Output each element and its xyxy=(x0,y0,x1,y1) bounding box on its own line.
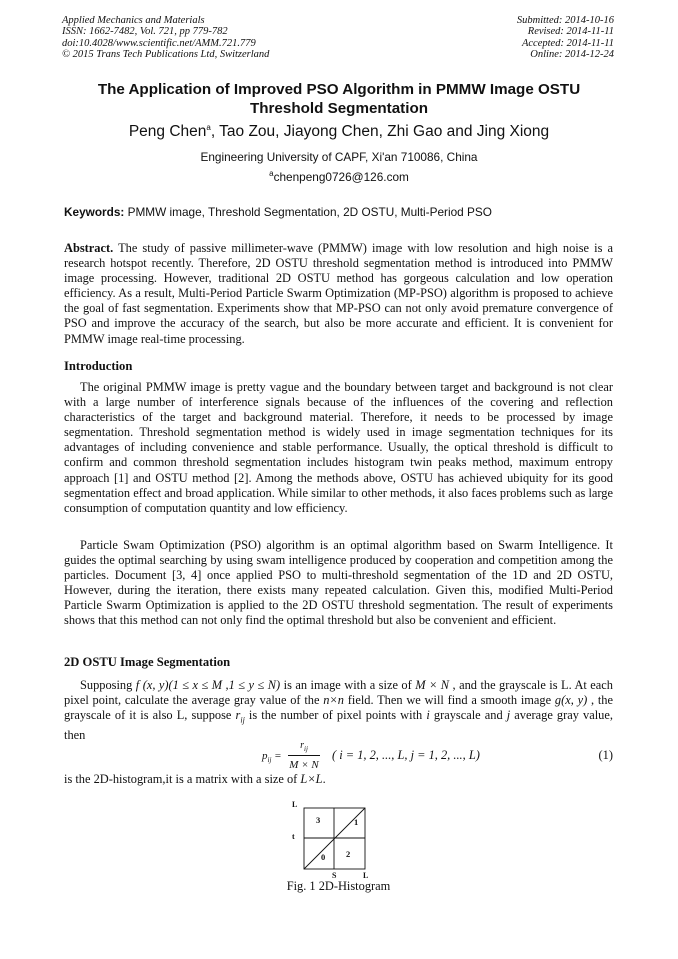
s2-text-4: field. Then we will find a smooth image xyxy=(344,693,555,708)
s2-text-1: Supposing xyxy=(80,678,136,692)
submitted-date: Submitted: 2014-10-16 xyxy=(516,15,614,26)
keywords-label: Keywords: xyxy=(64,205,125,219)
abstract-label: Abstract. xyxy=(64,241,114,255)
keywords xyxy=(64,205,616,220)
after-eq-period: . xyxy=(322,772,326,786)
journal-header xyxy=(62,15,269,61)
s2-text-8: average gray value, then xyxy=(64,708,613,742)
equation-1 xyxy=(64,740,613,776)
eq-fraction-bar xyxy=(288,755,320,756)
online-date: Online: 2014-12-24 xyxy=(530,49,614,61)
eq-lhs-sub: ij xyxy=(267,756,272,765)
math-size: M × N xyxy=(415,678,450,692)
after-eq-text: is the 2D-histogram,it is a matrix with a size of xyxy=(64,772,301,786)
axis-label-bottom-l: L xyxy=(363,871,369,880)
title-line-1: The Application of Improved PSO Algorithm in PMMW Image OSTU xyxy=(97,81,581,98)
eq-lhs-p: p xyxy=(262,750,268,762)
author-list xyxy=(62,122,616,142)
abstract-text: The study of passive millimeter-wave (PMMW) image with low resolution and high noise is a research hotspot recently. Therefore, 2D OSTU threshold segmentation method is introduced into PMMW image processing. However, traditional 2D OSTU method has gorgeous calculation and low operation efficiency. As a result, Multi-Period Particle Swarm Optimization (MP-PSO) algorithm is proposed to achieve the goal of fast segmentation. Experiments show that MP-PSO can not only avoid premature convergence of PSO and improve the accuracy of the search, but also be more accurate and efficient. It is convenient for PMMW image real-time processing. xyxy=(64,241,613,346)
paper-title xyxy=(62,80,616,118)
first-author: Peng Chen xyxy=(128,123,207,140)
math-lxl: L×L xyxy=(300,772,323,786)
email-address: chenpeng0726@126.com xyxy=(273,170,409,184)
math-r: r xyxy=(235,708,241,723)
math-rij xyxy=(235,708,245,725)
math-field: n×n xyxy=(323,693,344,708)
s2-text-7: grayscale and xyxy=(429,708,507,723)
region-label-1: 1 xyxy=(354,817,359,827)
title-line-2: Threshold Segmentation xyxy=(249,100,429,117)
intro-paragraph-1: The original PMMW image is pretty vague and the boundary between target and background is not clear with a large number of interference signals because of the influences of the covering and reflection characteristics of the target and background material. Therefore, it needs to be processed by image segmentation. Threshold segmentation method is widely used in image segmentation techniques for its advantages of including convenience and stable performance. Usually, the optical threshold is difficult to confirm and common threshold segmentation includes histogram twin peaks method, maximum entropy approach [1] and OSTU method [2]. Among the methods above, OSTU has achieved ubiquity for its good segmentation effect and broad application. While similar to other methods, it also faces problems such as large consumption of computation quantity and low efficiency. xyxy=(64,380,613,515)
math-rij-sub: ij xyxy=(240,715,245,725)
region-label-0: 0 xyxy=(321,852,326,862)
eq-range: ( i = 1, 2, ..., L, j = 1, 2, ..., L) xyxy=(332,748,480,762)
axis-label-top-l: L xyxy=(292,800,298,809)
region-label-2: 2 xyxy=(346,849,351,859)
eq-number: (1) xyxy=(598,748,613,762)
s2-text-2: is an image with a size of xyxy=(280,678,416,692)
dates-header xyxy=(517,15,614,61)
s2-text-6: is the number of pixel points with xyxy=(244,708,427,723)
math-j: j xyxy=(506,708,511,723)
copyright-line: © 2015 Trans Tech Publications Ltd, Switzerland xyxy=(62,49,270,61)
intro-paragraph-2: Particle Swam Optimization (PSO) algorithm is an optimal algorithm based on Swarm Intelligence. It guides the optimal searching by using swam intelligence produced by cooperation and competition among the particles. Document [3, 4] once applied PSO to multi-threshold segmentation of the 1D and 2D OSTU, However, during the iteration, there exists many repeated calculation. Given this, modified Multi-Period Particle Swarm Optimization is applied to the 2D OSTU threshold segmentation. The result of experiments shows that this method can not only find the optimal threshold but also be convenient and efficient. xyxy=(64,538,613,628)
accepted-date: Accepted: 2014-11-11 xyxy=(521,37,614,49)
math-smooth-image: g(x, y) xyxy=(554,693,588,708)
figure-caption: Fig. 1 2D-Histogram xyxy=(286,879,391,893)
abstract xyxy=(64,241,613,347)
axis-label-t: t xyxy=(292,832,295,841)
section2-paragraph xyxy=(64,678,613,743)
issn-line: ISSN: 1662-7482, Vol. 721, pp 779-782 xyxy=(62,26,228,38)
eq-numerator xyxy=(288,740,320,753)
author-email xyxy=(62,170,616,185)
s2-text-5: , the grayscale of it is also L, suppose xyxy=(64,693,613,723)
journal-name: Applied Mechanics and Materials xyxy=(62,15,205,26)
author-affil-mark: a xyxy=(206,122,211,132)
revised-date: Revised: 2014-11-11 xyxy=(527,26,614,38)
s2-text-3: , and the grayscale is L. At each pixel point, calculate the average gray value of the xyxy=(64,678,613,708)
eq-num-r: r xyxy=(300,740,304,751)
eq-lhs: $p_{ij}$ = xyxy=(262,750,282,765)
section-heading-introduction: Introduction xyxy=(64,359,133,373)
after-equation-text xyxy=(64,772,613,787)
eq-denominator: M × N xyxy=(289,759,319,771)
affiliation: Engineering University of CAPF, Xi'an 710086, China xyxy=(200,150,478,164)
doi-line: doi:10.4028/www.scientific.net/AMM.721.779 xyxy=(62,37,256,49)
region-label-3: 3 xyxy=(316,815,321,825)
math-i: i xyxy=(426,708,430,723)
keywords-text: PMMW image, Threshold Segmentation, 2D OSTU, Multi-Period PSO xyxy=(124,205,492,219)
axis-label-s: S xyxy=(332,871,337,880)
eq-num-sub: ij xyxy=(304,745,308,753)
email-affil-mark: a xyxy=(269,169,274,179)
section-heading-2d-ostu: 2D OSTU Image Segmentation xyxy=(64,655,231,669)
figure-2d-histogram xyxy=(300,805,368,873)
math-image-def: f (x, y)(1 ≤ x ≤ M ,1 ≤ y ≤ N) xyxy=(135,678,281,692)
other-authors: , Tao Zou, Jiayong Chen, Zhi Gao and Jing Xiong xyxy=(210,123,550,140)
